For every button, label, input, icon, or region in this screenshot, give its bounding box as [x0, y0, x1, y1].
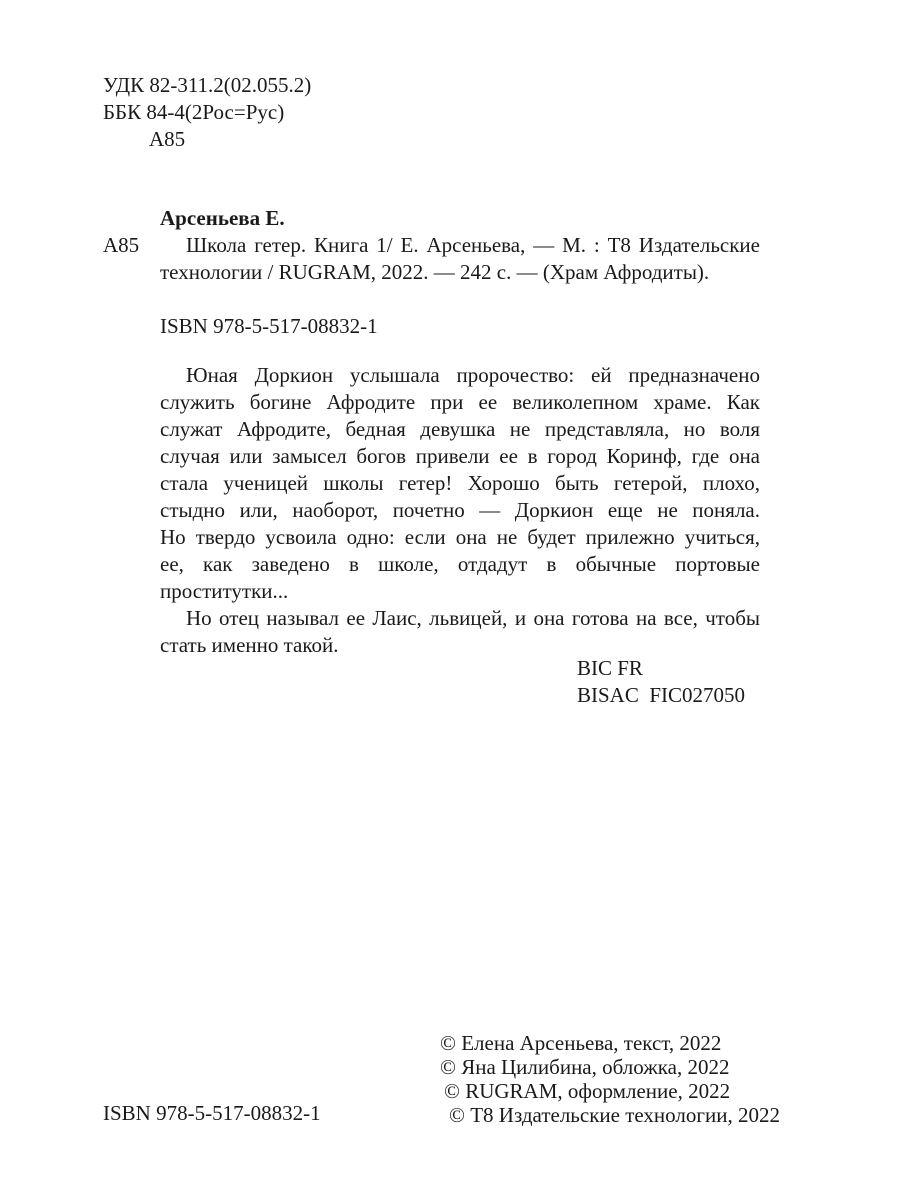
annotation-line: проститутки... — [160, 579, 289, 603]
copyright-line: © Т8 Издательские технологии, 2022 — [449, 1103, 780, 1127]
annotation-line: случая или замысел богов привели ее в город Коринф, где она — [160, 444, 760, 468]
isbn-bottom: ISBN 978-5-517-08832-1 — [103, 1101, 321, 1125]
bisac-code: BISAC FIC027050 — [577, 683, 746, 707]
annotation-line: служат Афродите, бедная девушка не представляла, но воля — [160, 417, 760, 441]
annotation-line: ее, как заведено в школе, отдадут в обычные портовые — [160, 552, 760, 576]
author-sign: А85 — [149, 127, 186, 151]
author-name: Арсеньева Е. — [160, 206, 285, 230]
annotation-line: Но твердо усвоила одно: если она не будет прилежно учиться, — [160, 525, 760, 549]
annotation-line: стать именно такой. — [160, 633, 339, 657]
annotation-line: стала ученицей школы гетер! Хорошо быть гетерой, плохо, — [160, 471, 760, 495]
bibliographic-line-1: Школа гетер. Книга 1/ Е. Арсеньева, — М. : Т8 Издательские — [186, 233, 760, 257]
isbn-top: ISBN 978-5-517-08832-1 — [160, 314, 378, 338]
author-sign-repeat: А85 — [103, 233, 140, 257]
bbk-code: ББК 84-4(2Рос=Рус) — [103, 100, 285, 124]
bic-code: BIC FR — [577, 656, 643, 680]
annotation-line: Юная Доркион услышала пророчество: ей предназначено — [186, 363, 760, 387]
annotation-line: служить богине Афродите при ее великолепном храме. Как — [160, 390, 760, 414]
annotation-line: Но отец называл ее Лаис, львицей, и она готова на все, чтобы — [186, 606, 760, 630]
udk-code: УДК 82-311.2(02.055.2) — [103, 73, 312, 97]
copyright-line: © Яна Цилибина, обложка, 2022 — [440, 1055, 730, 1079]
copyright-line: © Елена Арсеньева, текст, 2022 — [440, 1031, 722, 1055]
copyright-line: © RUGRAM, оформление, 2022 — [444, 1079, 731, 1103]
annotation-line: стыдно или, наоборот, почетно — Доркион еще не поняла. — [160, 498, 760, 522]
bibliographic-line-2: технологии / RUGRAM, 2022. — 242 с. — (Храм Афродиты). — [160, 260, 710, 284]
